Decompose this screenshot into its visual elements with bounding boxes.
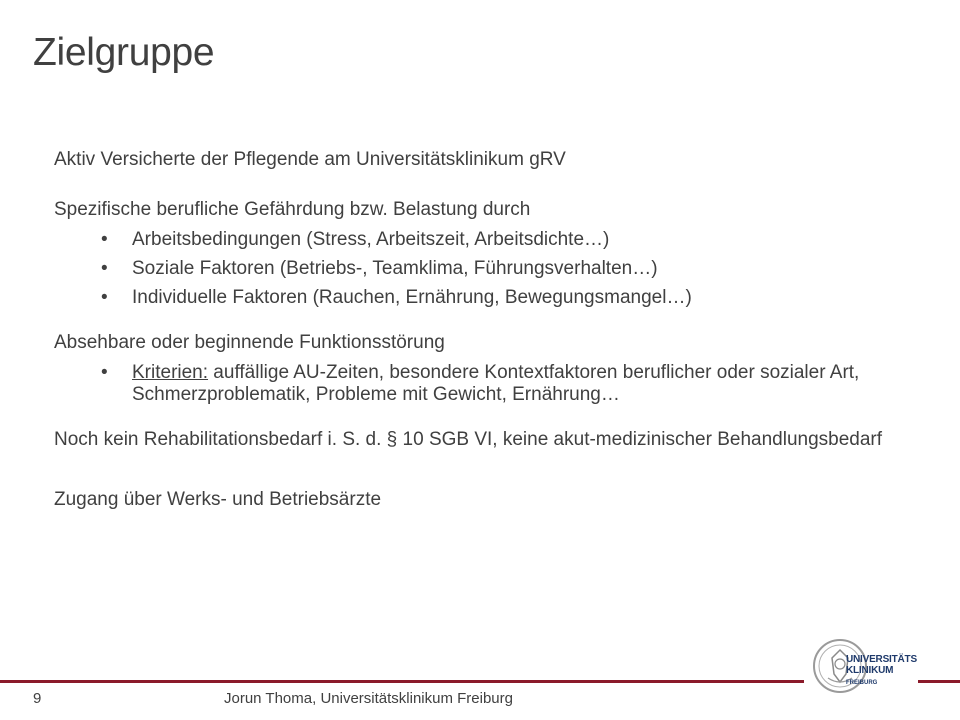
logo-line-2: KLINIKUM FREIBURG xyxy=(846,665,894,686)
paragraph-target-group: Aktiv Versicherte der Pflegende am Universitätsklinikum gRV xyxy=(54,149,566,170)
risk-bullet-list xyxy=(54,229,894,309)
slide-title: Zielgruppe xyxy=(33,31,215,74)
logo-line-2-small: FREIBURG xyxy=(846,680,878,686)
university-logo xyxy=(812,636,922,696)
criteria-label: Kriterien: xyxy=(132,362,209,383)
paragraph-dysfunction: Absehbare oder beginnende Funktionsstörung xyxy=(54,332,445,353)
slide-number: 9 xyxy=(33,690,42,707)
list-item xyxy=(54,362,894,406)
footer-divider xyxy=(0,680,804,683)
logo-wordmark xyxy=(846,654,926,689)
paragraph-access: Zugang über Werks- und Betriebsärzte xyxy=(54,489,382,510)
paragraph-risk: Spezifische berufliche Gefährdung bzw. Belastung durch xyxy=(54,199,531,220)
criteria-bullet-list xyxy=(54,362,894,406)
list-item: • Arbeitsbedingungen (Stress, Arbeitszeit, Arbeitsdichte…) xyxy=(54,229,894,251)
footer-author: Jorun Thoma, Universitätsklinikum Freiburg xyxy=(224,690,513,707)
criteria-text: auffällige AU-Zeiten, besondere Kontextfaktoren beruflicher oder sozialer Art, Schmerzproblematik, Probleme mit Gewicht, Ernährung… xyxy=(132,362,860,405)
paragraph-rehab: Noch kein Rehabilitationsbedarf i. S. d. § 10 SGB VI, keine akut-medizinischer Behandlungsbedarf xyxy=(54,429,883,450)
slide-content xyxy=(54,148,894,512)
list-item: • Individuelle Faktoren (Rauchen, Ernährung, Bewegungsmangel…) xyxy=(54,287,894,309)
logo-line-1: UNIVERSITÄTS xyxy=(846,654,917,665)
list-item: • Soziale Faktoren (Betriebs-, Teamklima, Führungsverhalten…) xyxy=(54,258,894,280)
